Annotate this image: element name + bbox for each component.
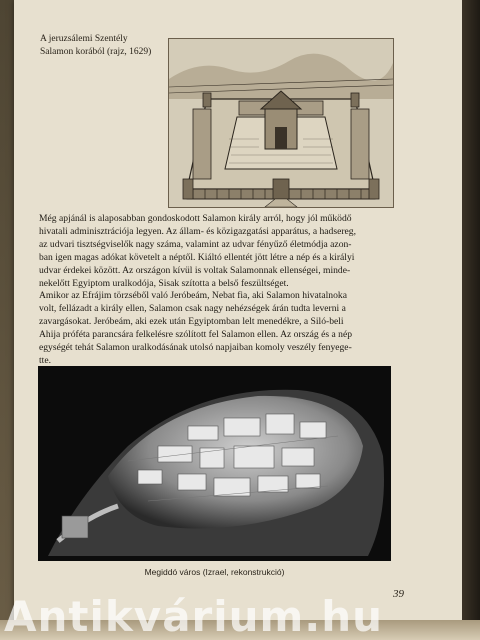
body-line: Még apjánál is alaposabban gondoskodott Salamon király arról, hogy jól működő bbox=[39, 213, 352, 224]
book-spine bbox=[462, 0, 480, 628]
body-line: volt, fellázadt a király ellen, Salamon csak nagy nehézségek árán tudta leverni a bbox=[39, 303, 346, 315]
body-line: nekelőtt Egyiptom uralkodója, Sisak szította a belső feszültséget. bbox=[39, 277, 289, 289]
temple-engraving-drawing bbox=[169, 39, 393, 207]
caption-top-line-2: Salamon korából (rajz, 1629) bbox=[40, 47, 152, 57]
megiddo-model-drawing bbox=[38, 366, 391, 561]
body-line: Amikor az Efrájim törzséből való Jeróbeám, Nebat fia, aki Salamon hivatalnoka bbox=[39, 290, 347, 302]
figure-caption-bottom: Megiddó város (Izrael, rekonstrukció) bbox=[144, 567, 285, 577]
watermark: Antikvárium.hu bbox=[4, 594, 384, 640]
body-line: az udvari tisztségviselők nagy száma, valamint az udvar fényűző életmódja azon- bbox=[39, 238, 352, 250]
body-line: zavargásokat. Jeróbeám, aki ezek után Egyiptomban lelt menedékre, a Siló-beli bbox=[39, 316, 344, 328]
body-line: udvar érdekei között. Az országon kívül is voltak Salamonnak ellenségei, minde- bbox=[39, 264, 351, 276]
body-line: hivatali adminisztrációja legyen. Az állam- és közigazgatási apparátus, a hadsereg, bbox=[39, 225, 356, 237]
megiddo-model-photo bbox=[38, 366, 391, 561]
body-paragraphs bbox=[39, 213, 399, 368]
body-line: ban igen magas adókat követelt a néptől. Kiáltó ellentét jött létre a nép és a királyi bbox=[39, 251, 355, 263]
figure-caption-top bbox=[40, 33, 162, 59]
body-line: egységét tehát Salamon uralkodásának utolsó napjaiban komoly veszély fenyege- bbox=[39, 342, 352, 354]
page-number: 39 bbox=[393, 588, 404, 600]
temple-engraving-image bbox=[168, 38, 394, 208]
caption-top-line-1: A jeruzsálemi Szentély bbox=[40, 34, 128, 44]
body-line: tte. bbox=[39, 354, 51, 366]
body-line: Ahija próféta parancsára felkelésre szólított fel Salamon ellen. Az ország és a nép bbox=[39, 329, 352, 341]
